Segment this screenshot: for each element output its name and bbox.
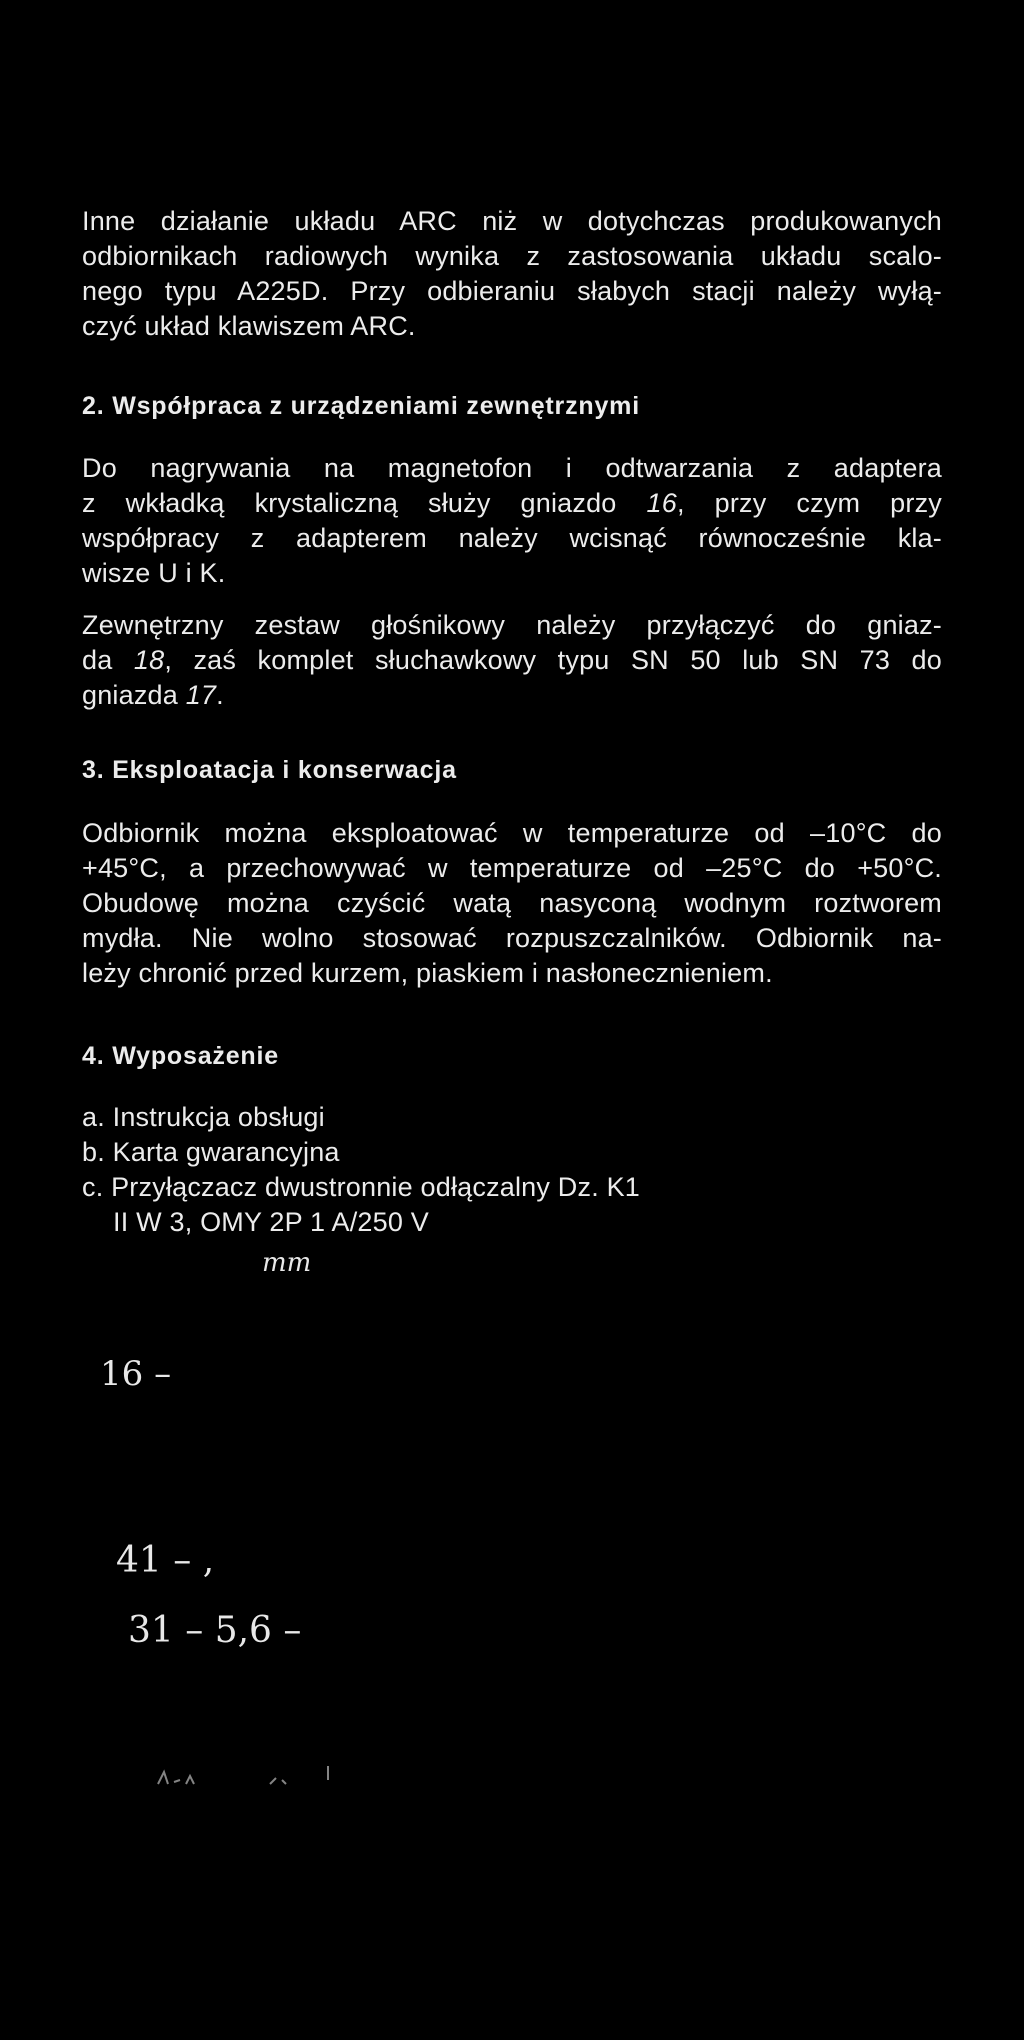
section-2-paragraph-2 [82, 608, 942, 713]
intro-line-2: odbiornikach radiowych wynika z zastosowania układu scalo- [82, 241, 942, 271]
handwritten-page-mark: 16 – [100, 1354, 172, 1394]
section-2-heading: 2. Współpraca z urządzeniami zewnętrznymi [82, 392, 640, 420]
handwritten-note-3: 31 – 5,6 – [128, 1610, 302, 1651]
section-4-heading: 4. Wyposażenie [82, 1042, 279, 1070]
section-3-line-3: Obudowę można czyścić watą nasyconą wodnym roztworem [82, 888, 942, 918]
intro-line-1: Inne działanie układu ARC niż w dotychczas produkowanych [82, 206, 942, 236]
section-2-paragraph-1 [82, 451, 942, 591]
section-3-line-1: Odbiornik można eksploatować w temperaturze od –10°C do [82, 818, 942, 848]
section-3-heading: 3. Eksploatacja i konserwacja [82, 756, 457, 784]
section-2-p1-line-2-post: , przy czym przy [676, 488, 942, 518]
equipment-list [82, 1100, 942, 1240]
intro-line-3: nego typu A225D. Przy odbieraniu słabych stacji należy wyłą- [82, 276, 942, 306]
section-3-line-5: leży chronić przed kurzem, piaskiem i nasłonecznieniem. [82, 958, 773, 988]
socket-number-17: 17 [185, 680, 217, 710]
section-3-paragraph [82, 816, 942, 991]
section-2-p2-line-1: Zewnętrzny zestaw głośnikowy należy przyłączyć do gniaz- [82, 610, 942, 640]
section-2-p1-line-2 [82, 486, 942, 521]
equipment-item-a: a. Instrukcja obsługi [82, 1102, 325, 1132]
socket-number-16: 16 [646, 488, 677, 518]
equipment-item-b: b. Karta gwarancyjna [82, 1137, 340, 1167]
socket-number-18: 18 [133, 645, 165, 675]
section-2-p1-line-3: współpracy z adapterem należy wcisnąć równocześnie kla- [82, 523, 942, 553]
equipment-item-c-continued: II W 3, OMY 2P 1 A/250 V [113, 1207, 429, 1237]
handwritten-note-mm: mm [262, 1248, 312, 1278]
section-2-p2-line-2-pre: da [82, 645, 134, 675]
equipment-item-c: c. Przyłączacz dwustronnie odłączalny Dz. K1 [82, 1172, 641, 1202]
section-2-p2-line-3-post: . [216, 680, 224, 710]
section-2-p2-line-2-post: , zaś komplet słuchawkowy typu SN 50 lub SN 73 do [164, 645, 942, 675]
section-2-p2-line-3 [82, 678, 942, 713]
section-2-p2-line-3-pre: gniazda [82, 680, 186, 710]
section-3-line-4: mydła. Nie wolno stosować rozpuszczalników. Odbiornik na- [82, 923, 942, 953]
section-2-p2-line-2 [82, 643, 942, 678]
handwritten-note-2: 41 – , [116, 1540, 215, 1581]
intro-paragraph [82, 204, 942, 344]
section-2-p1-line-2-pre: z wkładką krystaliczną służy gniazdo [82, 488, 647, 518]
section-3-line-2: +45°C, a przechowywać w temperaturze od –25°C do +50°C. [82, 853, 942, 883]
section-2-p1-line-4: wisze U i K. [82, 558, 226, 588]
section-2-p1-line-1: Do nagrywania na magnetofon i odtwarzania z adaptera [82, 453, 942, 483]
scan-residue-marks [150, 1762, 350, 1792]
intro-line-4: czyć układ klawiszem ARC. [82, 311, 416, 341]
